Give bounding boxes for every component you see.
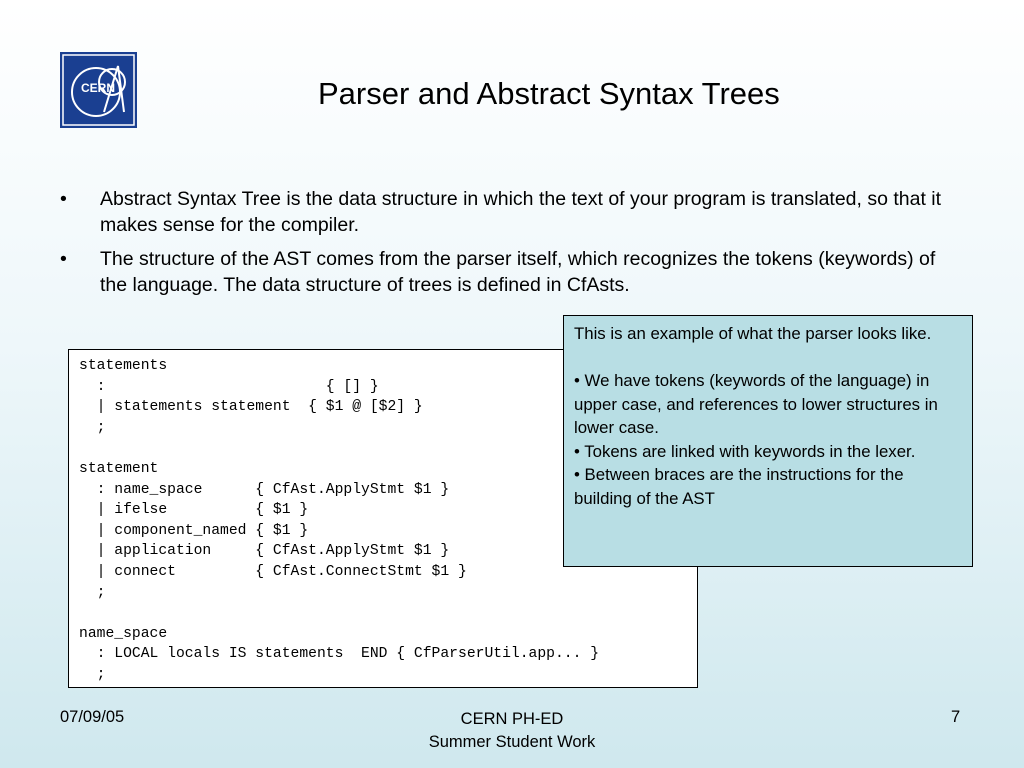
note-point: • Between braces are the instructions for the building of the AST [574,465,904,508]
note-point: • Tokens are linked with keywords in the lexer. [574,441,916,461]
note-spacer [574,346,962,370]
footer-org: CERN PH-ED [460,710,564,728]
footer-date: 07/09/05 [60,708,125,726]
svg-text:CERN: CERN [81,81,116,95]
bullet-item [60,186,960,238]
footer-center [372,708,652,754]
note-intro: This is an example of what the parser looks like. [574,324,932,343]
bullet-text: Abstract Syntax Tree is the data structure in which the text of your program is translated, so that it makes sense for the compiler. [100,188,942,236]
callout-note [563,315,973,567]
bullet-marker: • [60,248,67,270]
page-number: 7 [951,708,961,726]
note-point: • We have tokens (keywords of the language) in upper case, and references to lower structures in lower case. [574,371,938,437]
cern-logo [60,52,137,128]
bullet-item [60,246,960,298]
parser-code: statements : { [] } | statements statement { $1 @ [$2] } ; statement : name_space { CfAst.ApplyStmt $1 } | ifelse { $1 } | component_named { $1 } | application { CfAst.ApplyStmt $1 } | connect { CfAst.ConnectStmt $1 } ; name_space : LOCAL locals IS statements END { CfParserUtil.app... } ; [79,358,600,683]
slide-title: Parser and Abstract Syntax Trees [318,76,780,111]
bullet-marker: • [60,188,67,210]
bullet-text: The structure of the AST comes from the parser itself, which recognizes the tokens (keywords) of the language. The data structure of trees is defined in CfAsts. [100,248,936,296]
bullet-list [60,186,960,306]
footer-subtitle: Summer Student Work [428,733,596,751]
